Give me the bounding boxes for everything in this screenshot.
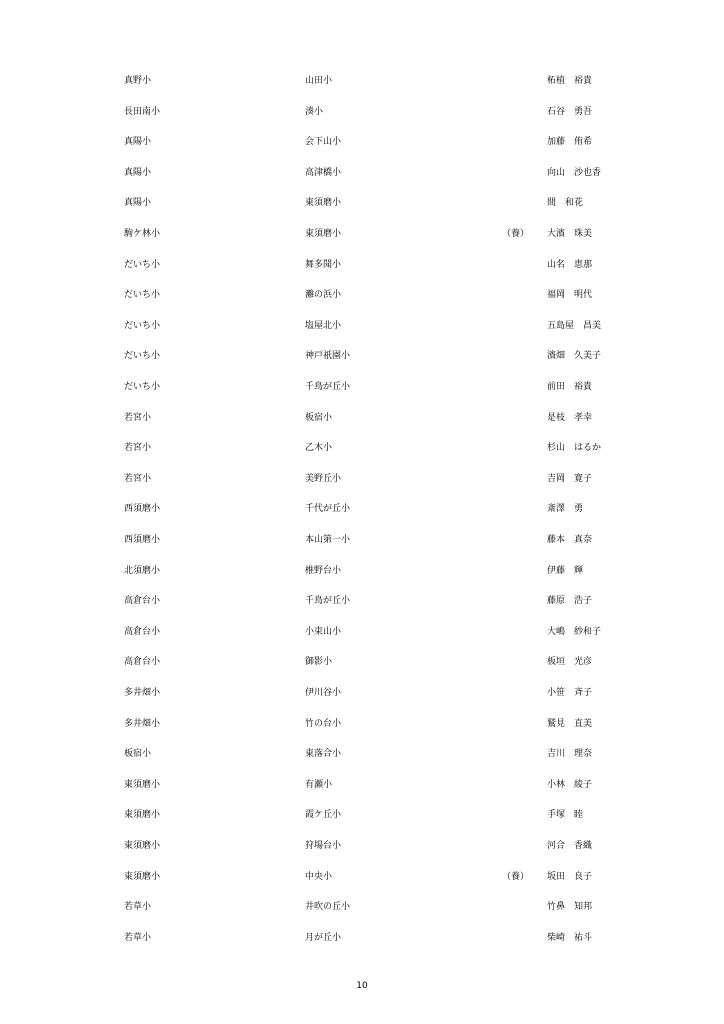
list-row: [0, 593, 724, 609]
to-school: 月が丘小: [305, 932, 342, 943]
list-row: [0, 807, 724, 823]
to-school: 井吹の丘小: [305, 902, 351, 913]
list-row: [0, 195, 724, 211]
from-school: 若宮小: [124, 473, 152, 484]
from-school: 多井畑小: [124, 718, 161, 729]
from-school: 高倉台小: [124, 626, 161, 637]
to-school: 本山第一小: [305, 535, 351, 545]
person-name: 小笹 斉子: [547, 688, 593, 698]
from-school: 長田南小: [124, 106, 161, 117]
to-school: 伊川谷小: [305, 688, 342, 698]
person-name: 柴崎 祐斗: [547, 932, 593, 943]
list-row: [0, 654, 724, 670]
to-school: 舞多聞小: [305, 259, 342, 270]
from-school: 若宮小: [124, 412, 152, 423]
person-name: 杉山 はるか: [547, 443, 602, 454]
list-row: [0, 838, 724, 854]
to-school: 千鳥が丘小: [305, 382, 351, 392]
to-school: 千代が丘小: [305, 504, 351, 515]
person-name: 鷲見 直美: [547, 718, 593, 729]
from-school: 真陽小: [124, 198, 152, 209]
person-name: 石谷 勇吾: [547, 106, 593, 117]
list-row: [0, 134, 724, 150]
from-school: 北須磨小: [124, 565, 161, 576]
list-row: [0, 624, 724, 640]
to-school: 美野丘小: [305, 473, 342, 484]
person-name: 福岡 明代: [547, 290, 593, 301]
from-school: 西須磨小: [124, 535, 161, 545]
person-name: 吉岡 寛子: [547, 473, 593, 484]
list-row: [0, 440, 724, 456]
to-school: 神戸祇園小: [305, 351, 351, 362]
to-school: 狩場台小: [305, 841, 342, 851]
person-name: 竹鼻 知邦: [547, 902, 593, 913]
list-row: [0, 410, 724, 426]
to-school: 東須磨小: [305, 229, 342, 239]
person-name: 坂田 良子: [547, 871, 593, 882]
person-name: 藤本 真奈: [547, 535, 593, 545]
list-row: [0, 746, 724, 762]
from-school: 東須磨小: [124, 871, 161, 882]
from-school: だいち小: [124, 259, 161, 270]
to-school: 会下山小: [305, 137, 342, 148]
list-row: [0, 379, 724, 395]
note-label: （養）: [502, 871, 530, 882]
from-school: 西須磨小: [124, 504, 161, 515]
person-name: 手塚 睦: [547, 810, 584, 821]
person-name: 加藤 侑希: [547, 137, 593, 148]
person-name: 伊藤 輝: [547, 565, 584, 576]
from-school: だいち小: [124, 290, 161, 301]
to-school: 東落合小: [305, 749, 342, 760]
from-school: 高倉台小: [124, 657, 161, 668]
from-school: 真陽小: [124, 137, 152, 148]
person-name: 向山 沙也香: [547, 167, 602, 178]
list-row: [0, 471, 724, 487]
from-school: 若草小: [124, 902, 152, 913]
list-row: [0, 73, 724, 89]
from-school: 若草小: [124, 932, 152, 943]
from-school: だいち小: [124, 320, 161, 331]
to-school: 山田小: [305, 76, 333, 86]
list-row: [0, 899, 724, 915]
from-school: 板宿小: [124, 749, 152, 760]
from-school: 東須磨小: [124, 841, 161, 851]
person-name: 山名 恵那: [547, 259, 593, 270]
to-school: 有瀬小: [305, 779, 333, 790]
to-school: 高津橋小: [305, 167, 342, 178]
list-row: [0, 716, 724, 732]
person-name: 是枝 孝幸: [547, 412, 593, 423]
from-school: 駒ケ林小: [124, 229, 161, 239]
person-name: 濱畑 久美子: [547, 351, 602, 362]
person-name: 斎澤 勇: [547, 504, 584, 515]
to-school: 御影小: [305, 657, 333, 668]
person-name: 河合 香織: [547, 841, 593, 851]
person-name: 前田 裕貴: [547, 382, 593, 392]
person-name: 柘植 裕貴: [547, 76, 593, 86]
person-name: 大濱 珠美: [547, 229, 593, 239]
list-row: [0, 777, 724, 793]
list-row: [0, 257, 724, 273]
page-number: 10: [356, 981, 368, 991]
note-label: （養）: [502, 229, 530, 239]
person-name: 小林 綾子: [547, 779, 593, 790]
to-school: 小束山小: [305, 626, 342, 637]
to-school: 椎野台小: [305, 565, 342, 576]
to-school: 乙木小: [305, 443, 333, 454]
list-row: [0, 165, 724, 181]
to-school: 中央小: [305, 871, 333, 882]
list-row: [0, 287, 724, 303]
from-school: 東須磨小: [124, 779, 161, 790]
person-name: 大嶋 紗和子: [547, 626, 602, 637]
from-school: 真陽小: [124, 167, 152, 178]
to-school: 竹の台小: [305, 718, 342, 729]
list-row: [0, 318, 724, 334]
person-name: 五島屋 昌美: [547, 320, 602, 331]
from-school: 若宮小: [124, 443, 152, 454]
from-school: だいち小: [124, 351, 161, 362]
from-school: だいち小: [124, 382, 161, 392]
from-school: 東須磨小: [124, 810, 161, 821]
list-row: [0, 226, 724, 242]
person-name: 藤原 浩子: [547, 596, 593, 607]
list-row: [0, 104, 724, 120]
to-school: 塩屋北小: [305, 320, 342, 331]
from-school: 高倉台小: [124, 596, 161, 607]
to-school: 灘の浜小: [305, 290, 342, 301]
to-school: 東須磨小: [305, 198, 342, 209]
to-school: 千鳥が丘小: [305, 596, 351, 607]
list-row: [0, 869, 724, 885]
to-school: 板宿小: [305, 412, 333, 423]
from-school: 真野小: [124, 76, 152, 86]
list-row: [0, 532, 724, 548]
list-row: [0, 685, 724, 701]
to-school: 湊小: [305, 106, 324, 117]
from-school: 多井畑小: [124, 688, 161, 698]
list-row: [0, 930, 724, 946]
person-name: 吉川 理奈: [547, 749, 593, 760]
person-name: 板垣 光彦: [547, 657, 593, 668]
list-row: [0, 348, 724, 364]
to-school: 霞ケ丘小: [305, 810, 342, 821]
person-name: 間 和花: [547, 198, 584, 209]
list-row: [0, 563, 724, 579]
list-row: [0, 501, 724, 517]
